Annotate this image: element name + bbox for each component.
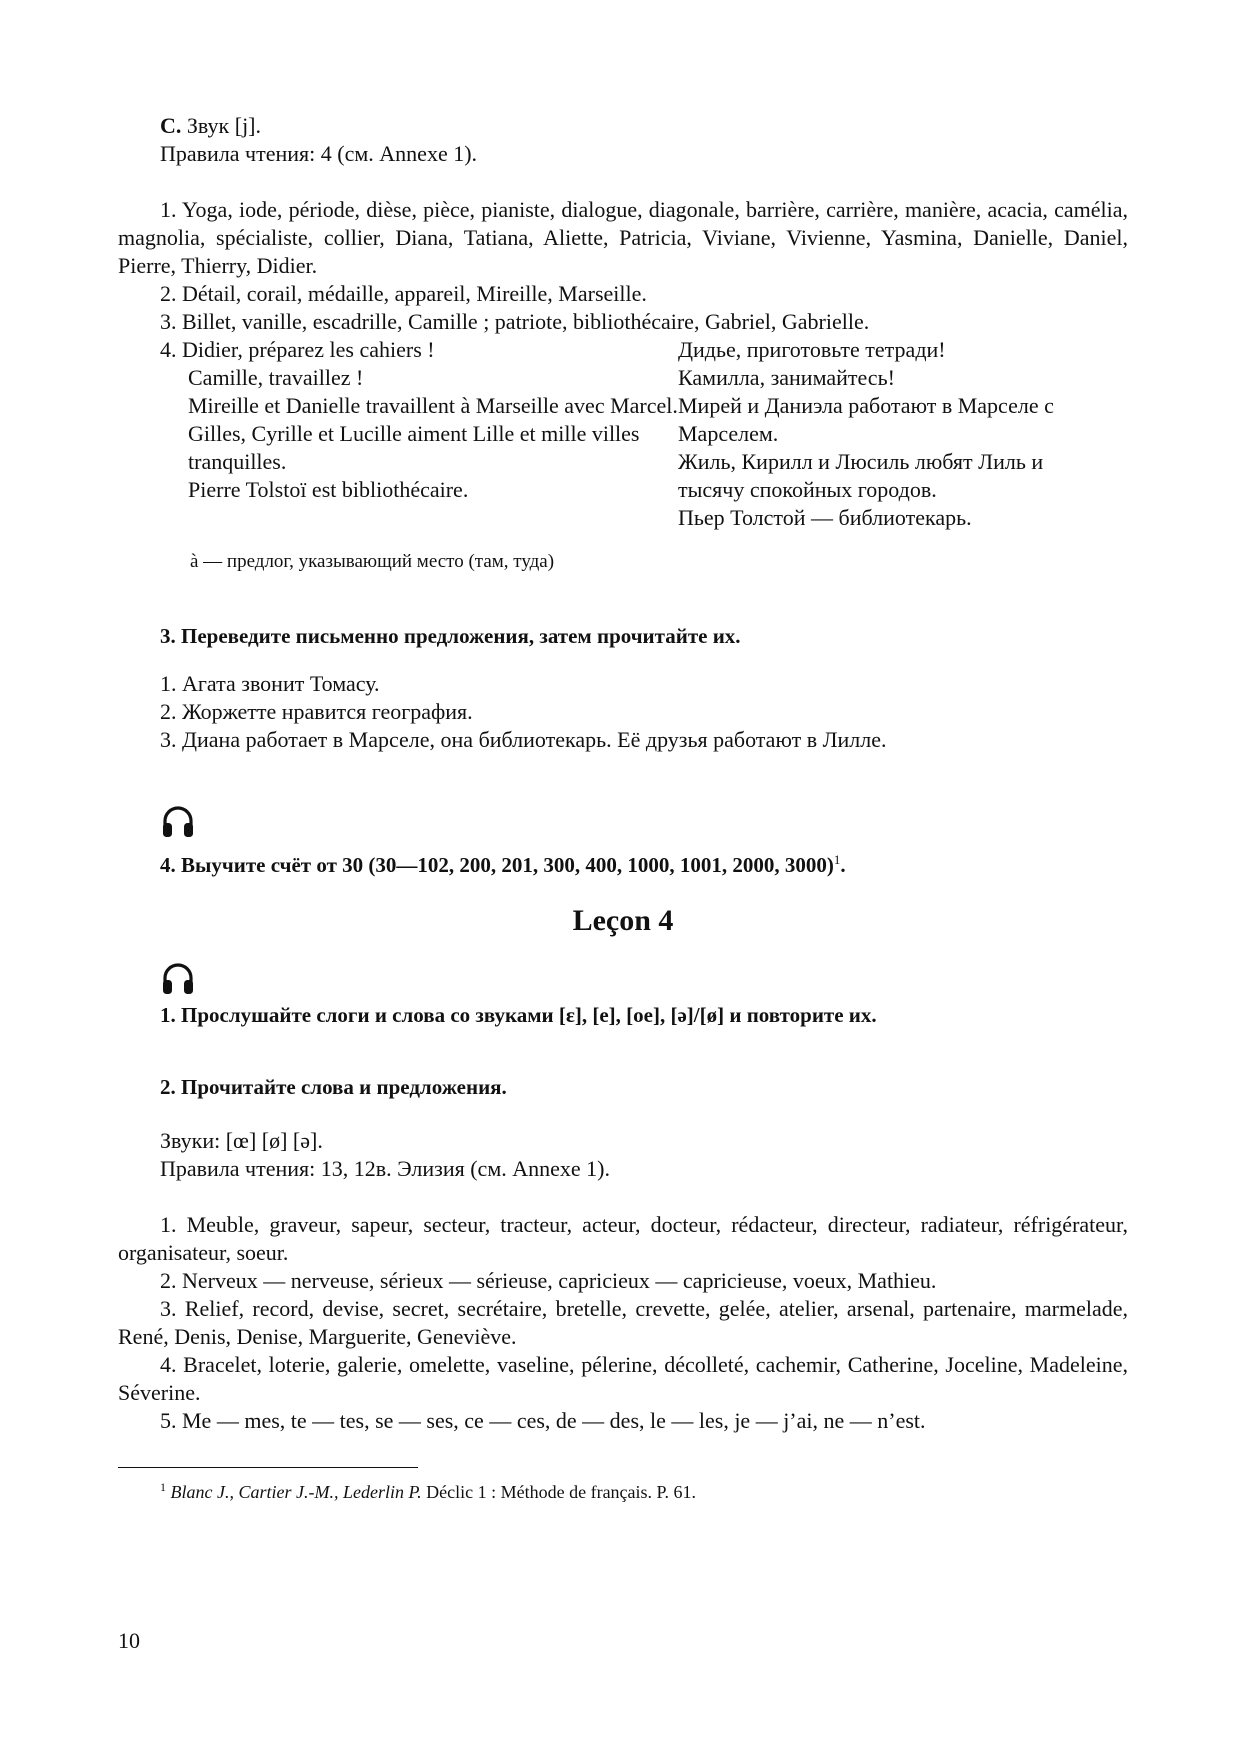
fr-line: Gilles, Cyrille et Lucille aiment Lille et mille villes tranquilles. (188, 421, 640, 474)
ru-line: Камилла, занимайтесь! (678, 365, 895, 390)
headphones-icon (160, 961, 196, 997)
c-item-1: 1. Yoga, iode, période, dièse, pièce, pianiste, dialogue, diagonale, barrière, carrière, manière, acacia, camélia, magnolia, spécialiste, collier, Diana, Tatiana, Aliette, Patricia, Viviane, Vivienne, Yasmina, Danielle, Daniel, Pierre, Thierry, Didier. (118, 197, 1128, 278)
fr-line: 4. Didier, préparez les cahiers ! (160, 337, 435, 362)
fr-line: Pierre Tolstoï est bibliothécaire. (188, 477, 469, 502)
ru-line: Дидье, приготовьте тетради! (678, 337, 946, 362)
lesson-item: 1. Meuble, graveur, sapeur, secteur, tracteur, acteur, docteur, rédacteur, directeur, radiateur, réfrigérateur, organisateur, soeur. (118, 1212, 1128, 1265)
lesson-heading: Leçon 4 (572, 904, 674, 937)
page-number: 10 (118, 1628, 140, 1653)
lesson-sounds: Звуки: [œ] [ø] [ə]. (160, 1128, 323, 1153)
lesson-item: 3. Relief, record, devise, secret, secrétaire, bretelle, crevette, gelée, atelier, arsenal, partenaire, marmelade, René, Denis, Denise, Marguerite, Geneviève. (118, 1296, 1128, 1349)
footnote-divider (118, 1467, 418, 1468)
c-item-3: 3. Billet, vanille, escadrille, Camille ; patriote, bibliothécaire, Gabriel, Gabrielle. (160, 309, 870, 334)
lesson-item: 5. Me — mes, te — tes, se — ses, ce — ces, de — des, le — les, je — j’ai, ne — n’est. (160, 1408, 926, 1433)
lesson-exercise-1-title: 1. Прослушайте слоги и слова со звуками [ɛ], [e], [oe], [ə]/[ø] и повторите их. (160, 1003, 877, 1027)
ru-line: Пьер Толстой — библиотекарь. (678, 505, 972, 530)
exercise-3-item: 1. Агата звонит Томасу. (160, 671, 380, 696)
c-item-4-pairs (118, 336, 1128, 532)
exercise-4-title: 4. Выучите счёт от 30 (30—102, 200, 201, 300, 400, 1000, 1001, 2000, 3000)$^1$. (160, 852, 846, 877)
ru-line: Жиль, Кирилл и Люсиль любят Лиль и тысячу спокойных городов. (678, 449, 1044, 502)
page-content (118, 112, 1128, 1505)
c-item-2: 2. Détail, corail, médaille, appareil, Mireille, Marseille. (160, 281, 647, 306)
exercise-3-title: 3. Переведите письменно предложения, затем прочитайте их. (160, 624, 741, 648)
fr-line: Mireille et Danielle travaillent à Marseille avec Marcel. (188, 393, 678, 418)
lesson-rules: Правила чтения: 13, 12в. Элизия (см. Annexe 1). (160, 1156, 610, 1181)
lesson-item: 2. Nerveux — nerveuse, sérieux — sérieuse, capricieux — capricieuse, voeux, Mathieu. (160, 1268, 937, 1293)
headphones-icon (160, 804, 196, 840)
ru-line: Мирей и Даниэла работают в Марселе с Марселем. (678, 393, 1054, 446)
fr-line: Camille, travaillez ! (188, 365, 364, 390)
lesson-item: 4. Bracelet, loterie, galerie, omelette, vaseline, pélerine, décolleté, cachemir, Catherine, Joceline, Madeleine, Séverine. (118, 1352, 1128, 1405)
lesson-exercise-2-title: 2. Прочитайте слова и предложения. (160, 1075, 507, 1099)
c-note: à — предлог, указывающий место (там, туда) (190, 551, 555, 572)
section-c-rules: Правила чтения: 4 (см. Annexe 1). (160, 141, 478, 166)
footnote: $^1$ Blanc J., Cartier J.-M., Lederlin P. Déclic 1 : Méthode de français. P. 61. (160, 1480, 697, 1502)
exercise-3-item: 3. Диана работает в Марселе, она библиотекарь. Её друзья работают в Лилле. (160, 727, 887, 752)
section-c-title: C. Звук [j]. (160, 113, 262, 138)
exercise-3-item: 2. Жоржетте нравится география. (160, 699, 473, 724)
